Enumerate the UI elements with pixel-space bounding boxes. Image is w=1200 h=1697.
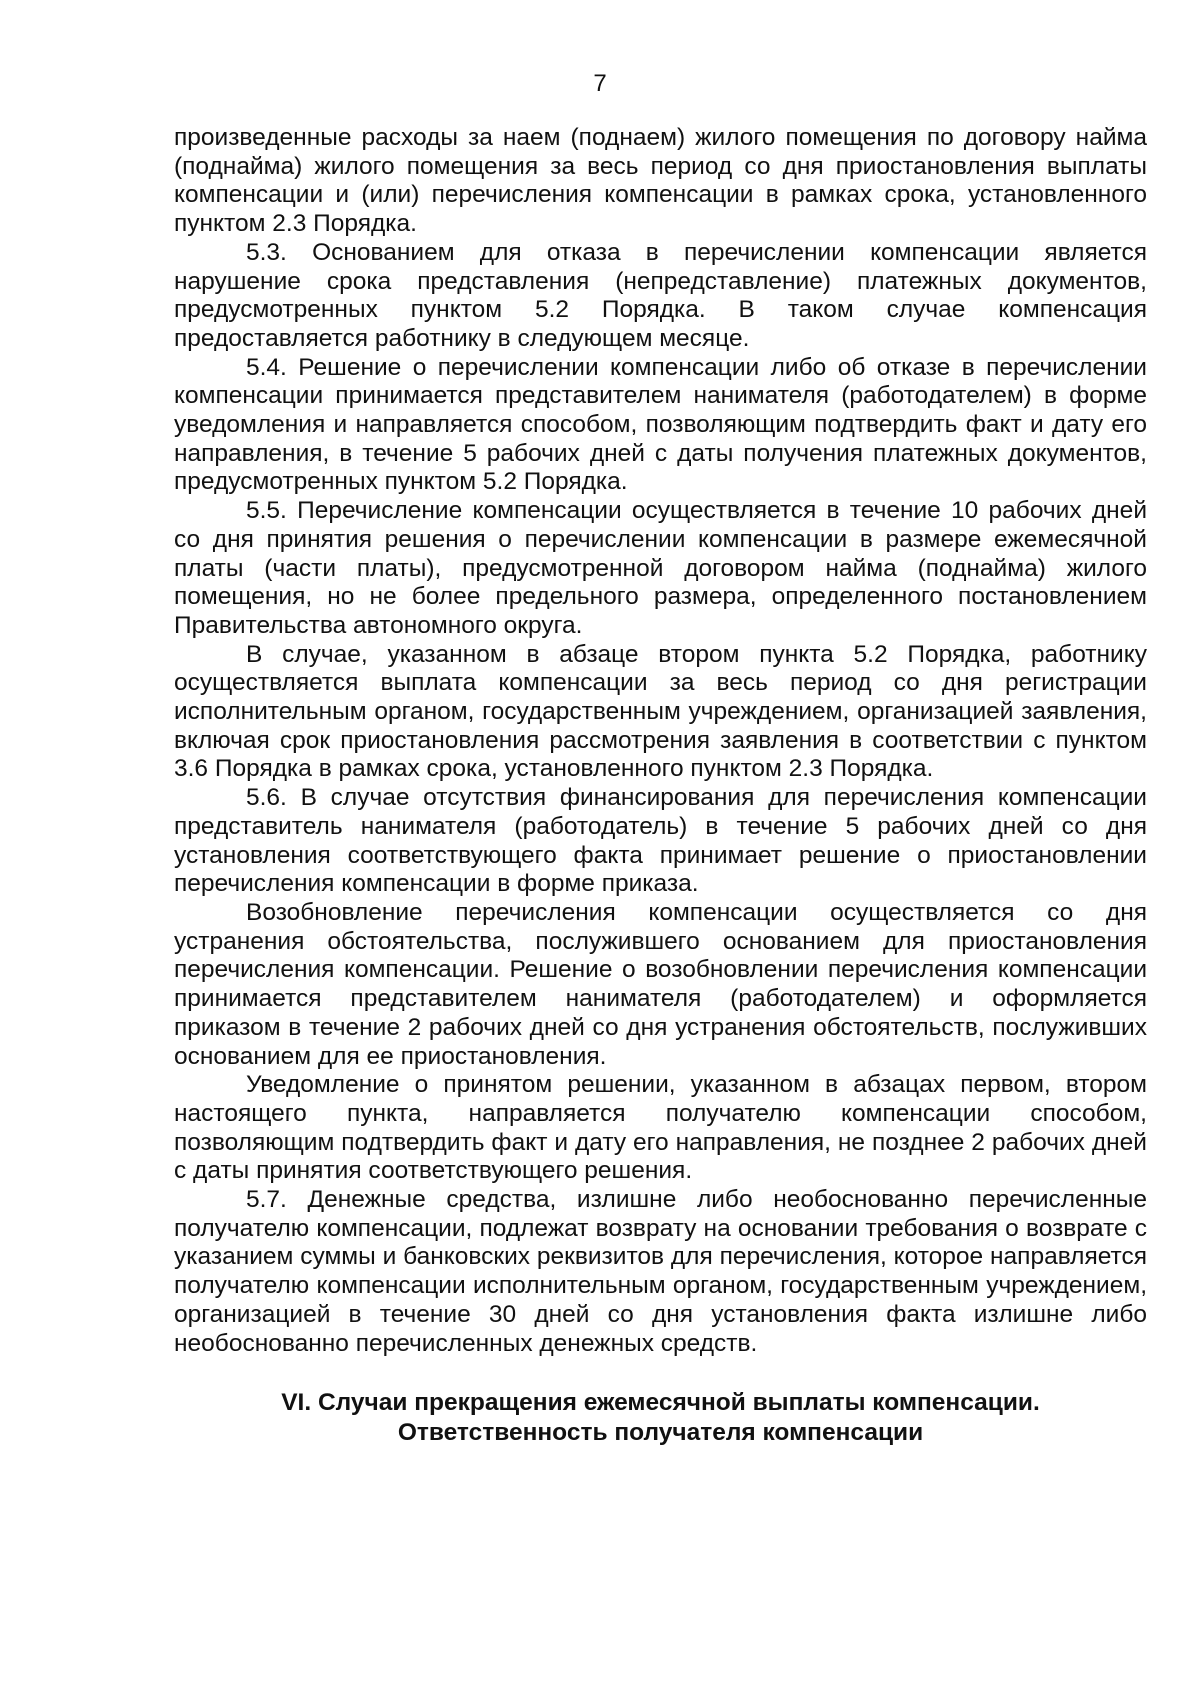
section-heading-line-1: VI. Случаи прекращения ежемесячной выплаты компенсации. bbox=[281, 1389, 1040, 1417]
paragraph-5-5: 5.5. Перечисление компенсации осуществляется в течение 10 рабочих дней со дня принятия решения о перечислении компенсации в размере ежемесячной платы (части платы), предусмотренной договором найма (поднайма) жилого помещения, но не более предельного размера, определенного постановлением Правительства автономного округа. bbox=[174, 497, 1147, 639]
paragraph-5-6-second: Возобновление перечисления компенсации осуществляется со дня устранения обстоятельства, послужившего основанием для приостановления перечисления компенсации. Решение о возобновлении перечисления компенсации принимается представителем нанимателя (работодателем) и оформляется приказом в течение 2 рабочих дней со дня устранения обстоятельств, послуживших основанием для ее приостановления. bbox=[174, 898, 1147, 1070]
section-heading-line-2: Ответственность получателя компенсации bbox=[397, 1419, 924, 1447]
paragraph-5-5-second: В случае, указанном в абзаце втором пункта 5.2 Порядка, работнику осуществляется выплата компенсации за весь период со дня регистрации исполнительным органом, государственным учреждением, организацией заявления, включая срок приостановления рассмотрения заявления в соответствии с пунктом 3.6 Порядка в рамках срока, установленного пунктом 2.3 Порядка. bbox=[174, 640, 1147, 783]
document-body bbox=[174, 124, 1147, 1448]
page-number: 7 bbox=[593, 70, 607, 97]
paragraph-5-7: 5.7. Денежные средства, излишне либо необоснованно перечисленные получателю компенсации, подлежат возврату на основании требования о возврате с указанием суммы и банковских реквизитов для перечисления, которое направляется получателю компенсации исполнительным органом, государственным учреждением, организацией в течение 30 дней со дня установления факта излишне либо необоснованно перечисленных денежных средств. bbox=[174, 1186, 1147, 1357]
paragraph-5-6-third: Уведомление о принятом решении, указанном в абзацах первом, втором настоящего пункта, направляется получателю компенсации способом, позволяющим подтвердить факт и дату его направления, не позднее 2 рабочих дней с даты принятия соответствующего решения. bbox=[174, 1071, 1147, 1185]
paragraph-5-6: 5.6. В случае отсутствия финансирования для перечисления компенсации представитель нанимателя (работодатель) в течение 5 рабочих дней со дня установления соответствующего факта принимает решение о приостановлении перечисления компенсации в форме приказа. bbox=[174, 784, 1147, 898]
paragraph-5-3: 5.3. Основанием для отказа в перечислении компенсации является нарушение срока представления (непредставление) платежных документов, предусмотренных пунктом 5.2 Порядка. В таком случае компенсация предоставляется работнику в следующем месяце. bbox=[174, 238, 1147, 352]
paragraph-5-4: 5.4. Решение о перечислении компенсации либо об отказе в перечислении компенсации принимается представителем нанимателя (работодателем) в форме уведомления и направляется способом, позволяющим подтвердить факт и дату его направления, в течение 5 рабочих дней с даты получения платежных документов, предусмотренных пунктом 5.2 Порядка. bbox=[174, 353, 1147, 496]
paragraph-continuation: произведенные расходы за наем (поднаем) жилого помещения по договору найма (поднайма) жилого помещения за весь период со дня приостановления выплаты компенсации и (или) перечисления компенсации в рамках срока, установленного пунктом 2.3 Порядка. bbox=[174, 124, 1147, 238]
section-heading bbox=[174, 1388, 1147, 1448]
